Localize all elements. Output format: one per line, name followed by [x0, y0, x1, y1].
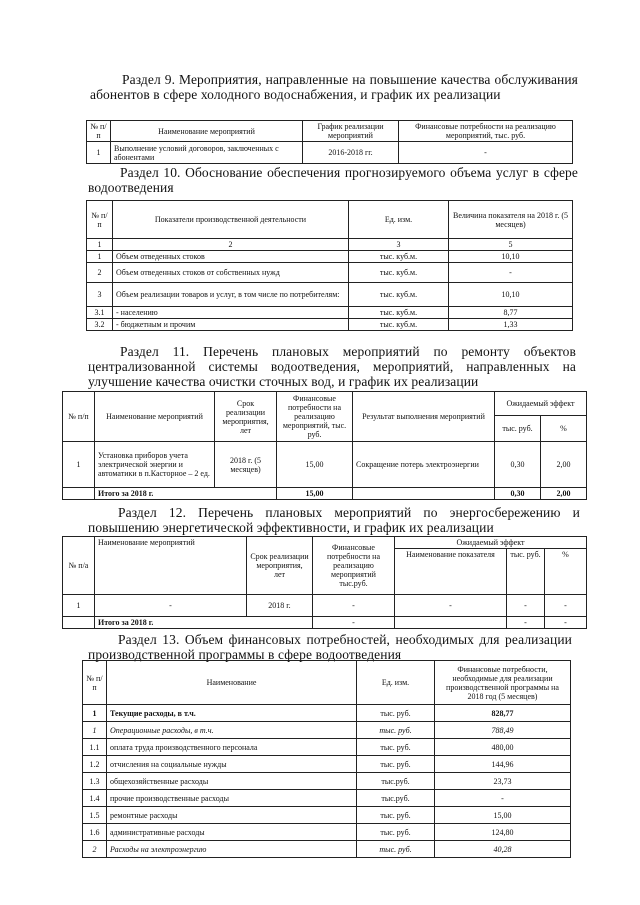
table-cell: 3	[87, 283, 113, 307]
table-cell: 2,00	[541, 488, 587, 500]
table-cell	[63, 488, 95, 500]
table-cell: -	[313, 595, 395, 617]
s11-header-effect-rub: тыс. руб.	[495, 416, 541, 442]
table-cell: 828,77	[435, 705, 571, 722]
s9-header-name: Наименование мероприятий	[111, 121, 303, 142]
s12-header-effect-name: Наименование показателя	[395, 549, 507, 595]
table-cell: 10,10	[449, 283, 573, 307]
table-cell: Объем отведенных стоков от собственных нужд	[113, 263, 349, 283]
table-cell: 5	[449, 239, 573, 251]
table-cell: 2	[83, 841, 107, 858]
table-cell: -	[545, 595, 587, 617]
s9-header-no: № п/п	[87, 121, 111, 142]
s10-header-indicator: Показатели производственной деятельности	[113, 201, 349, 239]
table-cell: -	[435, 790, 571, 807]
table-cell: 1	[63, 595, 95, 617]
table-row	[87, 263, 573, 283]
table-row	[83, 841, 571, 858]
table-cell: - населению	[113, 307, 349, 319]
s13-header-no: № п/п	[83, 661, 107, 705]
table-cell: -	[95, 595, 247, 617]
table-cell: Итого за 2018 г.	[95, 617, 313, 629]
table-cell: -	[313, 617, 395, 629]
section-10-heading: Раздел 10. Обоснование обеспечения прогнозируемого объема услуг в сфере водоотведения	[88, 165, 578, 195]
table-cell: тыс. куб.м.	[349, 263, 449, 283]
s11-header-finance: Финансовые потребности на реализацию мероприятий, тыс. руб.	[277, 392, 353, 442]
table-cell: тыс. руб.	[357, 807, 435, 824]
table-cell: 1	[83, 722, 107, 739]
s12-header-finance: Финансовые потребности на реализацию мероприятий тыс.руб.	[313, 537, 395, 595]
section-13-table	[82, 660, 571, 858]
s12-header-term: Срок реализации мероприятия, лет	[247, 537, 313, 595]
table-cell	[63, 617, 95, 629]
table-cell: тыс. куб.м.	[349, 283, 449, 307]
section-9-heading: Раздел 9. Мероприятия, направленные на повышение качества обслуживания абонентов в сфере холодного водоснабжения, и график их реализации	[90, 72, 578, 102]
table-cell: оплата труда производственного персонала	[107, 739, 357, 756]
s11-header-no: № п/п	[63, 392, 95, 442]
s13-header-unit: Ед. изм.	[357, 661, 435, 705]
s12-header-name: Наименование мероприятий	[95, 537, 247, 595]
table-cell: тыс. руб.	[357, 705, 435, 722]
table-cell: тыс.руб.	[357, 790, 435, 807]
table-cell: 124,80	[435, 824, 571, 841]
table-cell: 0,30	[495, 488, 541, 500]
section-11-table	[62, 391, 587, 500]
s11-header-effect: Ожидаемый эффект	[495, 392, 587, 416]
s12-header-effect-percent: %	[545, 549, 587, 595]
table-cell: 2016-2018 гг.	[303, 142, 399, 164]
table-cell: 1	[87, 239, 113, 251]
table-cell: 0,30	[495, 442, 541, 488]
table-cell: 1.6	[83, 824, 107, 841]
table-cell: Объем отведенных стоков	[113, 251, 349, 263]
table-cell: тыс. руб.	[357, 722, 435, 739]
table-cell: тыс. руб.	[357, 824, 435, 841]
section-12-table	[62, 536, 587, 629]
table-cell: 15,00	[277, 442, 353, 488]
table-cell: общехозяйственные расходы	[107, 773, 357, 790]
table-cell: -	[507, 617, 545, 629]
table-row	[87, 283, 573, 307]
table-cell: 2018 г.	[247, 595, 313, 617]
table-cell: 1.2	[83, 756, 107, 773]
table-cell: 3.2	[87, 319, 113, 331]
table-row	[83, 705, 571, 722]
table-cell: 1,33	[449, 319, 573, 331]
table-cell: 2	[113, 239, 349, 251]
table-cell: 1	[63, 442, 95, 488]
table-cell: Объем реализации товаров и услуг, в том числе по потребителям:	[113, 283, 349, 307]
table-cell: тыс. руб.	[357, 841, 435, 858]
table-cell: 1.5	[83, 807, 107, 824]
section-11-heading: Раздел 11. Перечень плановых мероприятий по ремонту объектов централизованной системы водоотведения, мероприятий, направленных на улучшение качества очистки сточных вод, и график их реализации	[88, 344, 576, 389]
table-cell: 1	[87, 251, 113, 263]
s12-header-no: № п/а	[63, 537, 95, 595]
total-row	[63, 617, 587, 629]
table-row	[83, 722, 571, 739]
table-cell: Итого за 2018 г.	[95, 488, 277, 500]
table-cell: 40,28	[435, 841, 571, 858]
s13-header-finance: Финансовые потребности, необходимые для реализации производственной программы на 2018 год (5 месяцев)	[435, 661, 571, 705]
table-cell: 15,00	[277, 488, 353, 500]
table-cell: 8,77	[449, 307, 573, 319]
table-row	[83, 790, 571, 807]
table-cell: -	[449, 263, 573, 283]
section-13-heading: Раздел 13. Объем финансовых потребностей, необходимых для реализации производственной программы в сфере водоотведения	[88, 632, 572, 662]
table-cell: 10,10	[449, 251, 573, 263]
table-row	[87, 307, 573, 319]
table-row	[63, 595, 587, 617]
table-cell: тыс. куб.м.	[349, 307, 449, 319]
table-cell	[395, 617, 507, 629]
s11-header-name: Наименование мероприятий	[95, 392, 215, 442]
table-cell: 3.1	[87, 307, 113, 319]
table-row	[87, 251, 573, 263]
table-row	[87, 142, 573, 164]
s9-header-finance: Финансовые потребности на реализацию мероприятий, тыс. руб.	[399, 121, 573, 142]
s11-header-effect-percent: %	[541, 416, 587, 442]
table-row	[63, 442, 587, 488]
table-cell: -	[507, 595, 545, 617]
table-row	[83, 807, 571, 824]
table-cell: 3	[349, 239, 449, 251]
table-cell: 480,00	[435, 739, 571, 756]
table-cell: Расходы на электроэнергию	[107, 841, 357, 858]
table-cell: 23,73	[435, 773, 571, 790]
table-row	[83, 739, 571, 756]
section-9-table	[86, 120, 573, 164]
table-cell: тыс. руб.	[357, 756, 435, 773]
table-cell: Текущие расходы, в т.ч.	[107, 705, 357, 722]
table-cell: -	[399, 142, 573, 164]
table-cell: 1	[83, 705, 107, 722]
table-cell: -	[395, 595, 507, 617]
table-cell: административные расходы	[107, 824, 357, 841]
table-cell: тыс. куб.м.	[349, 319, 449, 331]
s10-header-value: Величина показателя на 2018 г. (5 месяцев)	[449, 201, 573, 239]
table-cell: тыс. куб.м.	[349, 251, 449, 263]
section-10-table	[86, 200, 573, 331]
table-row	[83, 824, 571, 841]
table-cell: 788,49	[435, 722, 571, 739]
total-row	[63, 488, 587, 500]
s11-header-term: Срок реализации мероприятия, лет	[215, 392, 277, 442]
table-cell: 1.4	[83, 790, 107, 807]
table-cell: - бюджетным и прочим	[113, 319, 349, 331]
table-cell: 15,00	[435, 807, 571, 824]
table-cell: Сокращение потерь электроэнергии	[353, 442, 495, 488]
table-cell: отчисления на социальные нужды	[107, 756, 357, 773]
table-cell: 2	[87, 263, 113, 283]
table-cell: Установка приборов учета электрической энергии и автоматики в п.Касторное – 2 ед.	[95, 442, 215, 488]
table-cell: Операционные расходы, в т.ч.	[107, 722, 357, 739]
s13-header-name: Наименование	[107, 661, 357, 705]
table-cell: 2,00	[541, 442, 587, 488]
s11-header-result: Результат выполнения мероприятий	[353, 392, 495, 442]
table-row	[83, 773, 571, 790]
s10-header-no: № п/п	[87, 201, 113, 239]
table-cell: 144,96	[435, 756, 571, 773]
table-cell: тыс. руб.	[357, 739, 435, 756]
table-cell: 1.1	[83, 739, 107, 756]
section-12-heading: Раздел 12. Перечень плановых мероприятий по энергосбережению и повышению энергетической эффективности, и график их реализации	[88, 505, 580, 535]
table-cell: тыс.руб.	[357, 773, 435, 790]
table-cell: ремонтные расходы	[107, 807, 357, 824]
table-cell: -	[545, 617, 587, 629]
table-cell: Выполнение условий договоров, заключенных с абонентами	[111, 142, 303, 164]
table-cell: 2018 г. (5 месяцев)	[215, 442, 277, 488]
column-numbers-row	[87, 239, 573, 251]
s9-header-schedule: График реализации мероприятий	[303, 121, 399, 142]
table-cell: прочие производственные расходы	[107, 790, 357, 807]
s12-header-effect: Ожидаемый эффект	[395, 537, 587, 549]
table-row	[87, 319, 573, 331]
s12-header-effect-rub: тыс. руб.	[507, 549, 545, 595]
s10-header-unit: Ед. изм.	[349, 201, 449, 239]
table-cell: 1	[87, 142, 111, 164]
table-row	[83, 756, 571, 773]
table-cell: 1.3	[83, 773, 107, 790]
table-cell	[353, 488, 495, 500]
